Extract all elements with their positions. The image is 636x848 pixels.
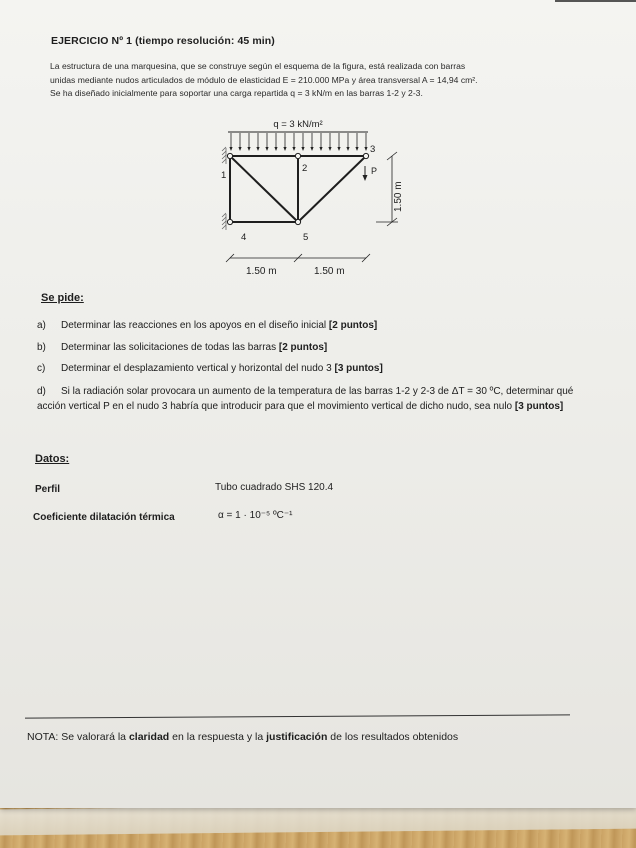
node-4: [227, 219, 232, 224]
load-arrowhead: [229, 147, 232, 151]
question-letter: b): [37, 342, 46, 353]
node-1: [227, 153, 232, 158]
load-arrowhead: [301, 147, 304, 151]
question-letter: d): [37, 386, 46, 397]
question-letter: c): [37, 363, 46, 374]
question-letter: a): [37, 320, 46, 331]
load-arrowhead: [247, 147, 250, 151]
span-label-right: 1.50 m: [314, 266, 345, 277]
load-arrowhead: [355, 147, 358, 151]
load-arrowhead: [238, 147, 241, 151]
point-load-arrowhead: [363, 175, 368, 181]
question-text: Determinar el desplazamiento vertical y horizontal del nudo 3: [61, 363, 335, 374]
exercise-title: EJERCICIO Nº 1 (tiempo resolución: 45 min): [51, 35, 275, 47]
load-arrowhead: [346, 147, 349, 151]
divider-line: [25, 714, 570, 718]
height-label: 1.50 m: [393, 181, 404, 212]
question-text: Determinar las solicitaciones de todas las barras: [61, 342, 279, 353]
load-label: q = 3 kN/m²: [273, 119, 323, 130]
load-arrowhead: [337, 147, 340, 151]
data-heading: Datos:: [35, 453, 70, 465]
question-points: [3 puntos]: [334, 363, 383, 374]
intro-line: unidas mediante nudos articulados de módulo de elasticidad E = 210.000 MPa y área transversal A = 14,94 cm².: [50, 74, 478, 85]
bar-3-5: [298, 156, 366, 222]
note-text: de los resultados obtenidos: [327, 731, 459, 743]
node-2: [295, 153, 300, 158]
note: [27, 731, 458, 743]
data-value-thermal-coefficient: α = 1 · 10⁻⁵ ºC⁻¹: [218, 510, 293, 521]
wall-support-bottom: [222, 213, 226, 230]
load-arrowhead: [310, 147, 313, 151]
questions-heading: Se pide:: [41, 292, 84, 304]
data-label-profile: Perfil: [35, 484, 61, 495]
question-d: [37, 385, 577, 414]
intro-line: Se ha diseñado inicialmente para soportar una carga repartida q = 3 kN/m en las barras 1-2 y 2-3.: [50, 88, 423, 98]
data-value-profile: Tubo cuadrado SHS 120.4: [215, 482, 334, 493]
load-arrowhead: [256, 147, 259, 151]
note-bold-claridad: claridad: [128, 731, 170, 743]
point-load-label: P: [371, 166, 378, 176]
span-dimension: [226, 254, 370, 262]
load-arrowhead: [274, 147, 277, 151]
note-bold-justificacion: justificación: [266, 731, 328, 743]
note-text: NOTA: Se valorará la: [27, 731, 129, 743]
load-arrowhead: [265, 147, 268, 151]
question-a: [37, 320, 377, 331]
node-label-2: 2: [302, 163, 308, 174]
intro-paragraph: [50, 60, 478, 101]
distributed-load-arrows: [229, 133, 367, 151]
data-label-thermal-coefficient: Coeficiente dilatación térmica: [33, 512, 175, 523]
load-arrowhead: [328, 147, 331, 151]
intro-line: La estructura de una marquesina, que se construye según el esquema de la figura, está realizada con barras: [50, 61, 466, 71]
load-arrowhead: [283, 147, 286, 151]
wall-support-top: [222, 147, 226, 164]
node-label-1: 1: [221, 170, 227, 181]
top-border-line: [555, 0, 636, 2]
question-b: [37, 342, 327, 353]
node-5: [295, 219, 300, 224]
note-text: en la respuesta y la: [169, 731, 267, 743]
question-c: [37, 363, 383, 374]
node-label-4: 4: [241, 232, 247, 243]
load-arrowhead: [292, 147, 295, 151]
question-text: Si la radiación solar provocara un aumento de la temperatura de las barras 1-2 y 2-3 de ΔT = 30 ºC, determinar qué acción vertical P en el nudo 3 habría que introducir para que el movimiento vertical de dicho nudo, sea nulo: [37, 386, 574, 412]
question-points: [2 puntos]: [328, 320, 378, 331]
bar-1-5: [230, 156, 298, 222]
truss-diagram: [200, 112, 420, 282]
node-3: [363, 153, 368, 158]
span-label-left: 1.50 m: [246, 266, 277, 277]
load-arrowhead: [364, 147, 367, 151]
question-points: [3 puntos]: [514, 400, 564, 412]
node-label-5: 5: [303, 232, 309, 243]
node-label-3: 3: [370, 144, 376, 155]
load-arrowhead: [319, 147, 322, 151]
question-text: Determinar las reacciones en los apoyos en el diseño inicial: [61, 320, 329, 331]
question-points: [2 puntos]: [278, 342, 328, 353]
